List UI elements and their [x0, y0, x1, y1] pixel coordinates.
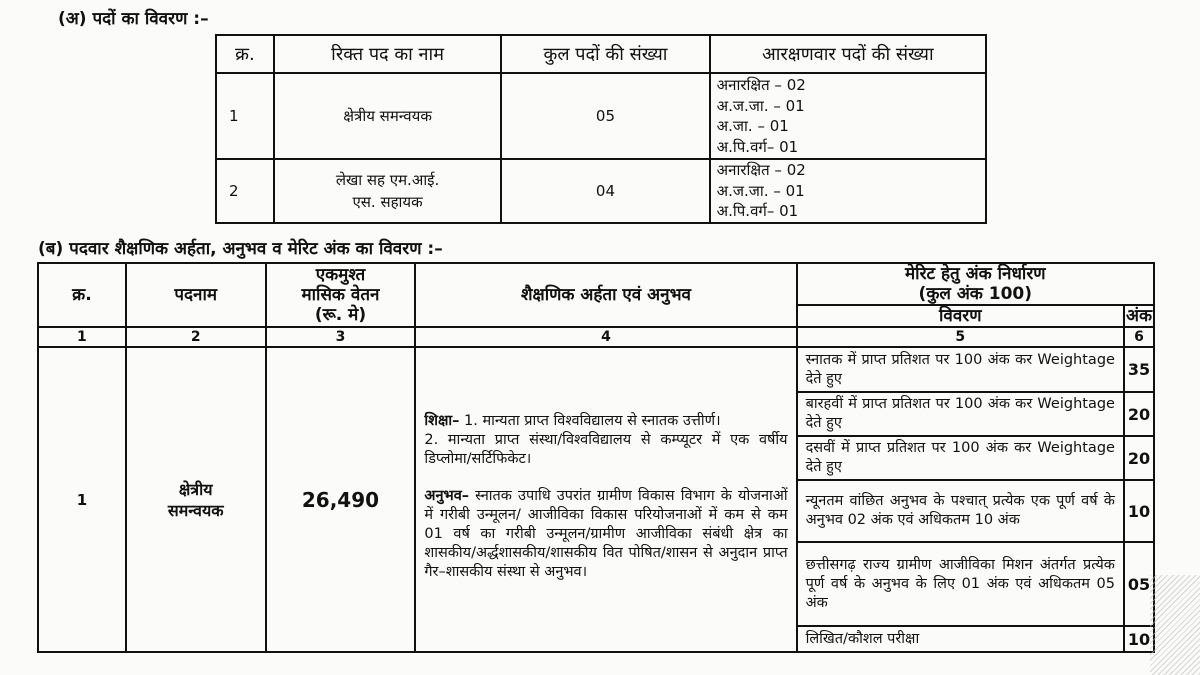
row-reservation — [710, 159, 986, 223]
posts-table — [215, 34, 987, 224]
header-details: विवरण — [797, 305, 1124, 327]
column-number: 6 — [1124, 327, 1154, 347]
merit-table-header-row — [38, 263, 1154, 305]
merit-marks: 20 — [1124, 392, 1154, 436]
header-qualification: शैक्षणिक अर्हता एवं अनुभव — [415, 263, 796, 327]
column-number-row — [38, 327, 1154, 347]
merit-table — [37, 262, 1155, 653]
header-sn: क्र. — [216, 35, 274, 73]
header-marks: अंक — [1125, 306, 1152, 326]
merit-criterion: स्नातक में प्राप्त प्रतिशत पर 100 अंक कर Weightage देते हुए — [797, 347, 1124, 392]
reservation-line: अनारक्षित – 02 — [716, 161, 806, 180]
merit-criterion: न्यूनतम वांछित अनुभव के पश्चात् प्रत्येक एक पूर्ण वर्ष के अनुभव 02 अंक एवं अधिकतम 10 अंक — [797, 480, 1124, 542]
header-post: पदनाम — [126, 263, 266, 327]
row-post-name — [274, 159, 501, 223]
header-total-posts: कुल पदों की संख्या — [501, 35, 709, 73]
merit-header-line: (कुल अंक 100) — [918, 284, 1033, 304]
reservation-line: अनारक्षित – 02 — [716, 76, 806, 94]
merit-marks: 10 — [1124, 626, 1154, 652]
experience-label: अनुभव– — [424, 487, 470, 504]
education-item-block — [416, 431, 795, 469]
education-block — [416, 412, 795, 431]
column-number: 1 — [38, 327, 126, 347]
salary-header-line: मासिक वेतन — [301, 285, 380, 305]
table-row — [216, 159, 986, 223]
merit-criterion: बारहवीं में प्राप्त प्रतिशत पर 100 अंक कर Weightage देते हुए — [797, 392, 1124, 436]
merit-marks: 35 — [1124, 347, 1154, 392]
section-b-heading: (ब) पदवार शैक्षणिक अर्हता, अनुभव व मेरिट अंक का विवरण :– — [38, 239, 443, 259]
row-salary: 26,490 — [266, 347, 416, 652]
row-post-name — [274, 73, 501, 159]
column-number: 4 — [415, 327, 796, 347]
row-sn: 1 — [216, 73, 274, 159]
row-sn: 2 — [216, 159, 274, 223]
row-total: 04 — [501, 159, 709, 223]
header-reservation: आरक्षणवार पदों की संख्या — [710, 35, 986, 73]
section-a-heading: (अ) पदों का विवरण :– — [58, 9, 209, 29]
education-label: शिक्षा– — [424, 412, 460, 429]
page-edge-texture — [1150, 575, 1200, 675]
salary-header-line: एकमुश्त — [315, 265, 366, 285]
header-post-name: रिक्त पद का नाम — [274, 35, 501, 73]
experience-block — [416, 487, 795, 582]
posts-table-header-row — [216, 35, 986, 73]
reservation-line: अ.ज.जा. – 01 — [716, 96, 805, 115]
row-qualification — [415, 347, 796, 652]
merit-criterion: दसवीं में प्राप्त प्रतिशत पर 100 अंक कर Weightage देते हुए — [797, 436, 1124, 480]
merit-marks: 20 — [1124, 436, 1154, 480]
reservation-line: अ.पि.वर्ग– 01 — [716, 202, 799, 221]
row-reservation — [710, 73, 986, 159]
merit-marks: 10 — [1124, 480, 1154, 542]
merit-header-line: मेरिट हेतु अंक निर्धारण — [905, 264, 1046, 284]
post-name-line: एस. सहायक — [352, 193, 423, 211]
merit-marks: 05 — [1124, 542, 1154, 626]
reservation-line: अ.जा. – 01 — [716, 117, 789, 135]
post-name-line: लेखा सह एम.आई. — [335, 171, 440, 189]
education-item: 1. मान्यता प्राप्त विश्वविद्यालय से स्नातक उत्तीर्ण। — [464, 412, 721, 429]
column-number: 3 — [266, 327, 416, 347]
reservation-line: अ.पि.वर्ग– 01 — [716, 137, 799, 156]
column-number: 2 — [126, 327, 266, 347]
header-sn: क्र. — [38, 263, 126, 327]
table-row — [38, 347, 1154, 392]
merit-criterion: लिखित/कौशल परीक्षा — [797, 626, 1124, 652]
column-number: 5 — [797, 327, 1124, 347]
header-merit — [797, 263, 1154, 305]
merit-criterion: छत्तीसगढ़ राज्य ग्रामीण आजीविका मिशन अंतर्गत प्रत्येक पूर्ण वर्ष के अनुभव के लिए 01 अंक एवं अधिकतम 05 अंक — [797, 542, 1124, 626]
row-sn: 1 — [38, 347, 126, 652]
salary-header-line: (रू. मे) — [314, 305, 367, 325]
post-line: क्षेत्रीय — [178, 479, 213, 499]
header-salary — [266, 263, 416, 327]
experience-text: स्नातक उपाधि उपरांत ग्रामीण विकास विभाग के योजनाओं में गरीबी उन्मूलन/ आजीविका विकास परियोजनाओं में कम से कम 01 वर्ष का गरीबी उन्मूलन/ग्रामीण आजीविका संबंधी क्षेत्र का शासकीय/अर्द्धशासकीय/शासकीय वित पोषित/शासन से अनुदान प्राप्त गैर–शासकीय संस्था से अनुभव। — [424, 487, 788, 580]
post-name-line: क्षेत्रीय समन्वयक — [343, 107, 432, 125]
reservation-line: अ.ज.जा. – 01 — [716, 181, 805, 200]
education-item: 2. मान्यता प्राप्त संस्था/विश्वविद्यालय से कम्प्यूटर में एक वर्षीय डिप्लोमा/सर्टिफिकेट। — [424, 431, 788, 467]
table-row — [216, 73, 986, 159]
row-post — [126, 347, 266, 652]
post-line: समन्वयक — [167, 500, 224, 520]
row-total: 05 — [501, 73, 709, 159]
